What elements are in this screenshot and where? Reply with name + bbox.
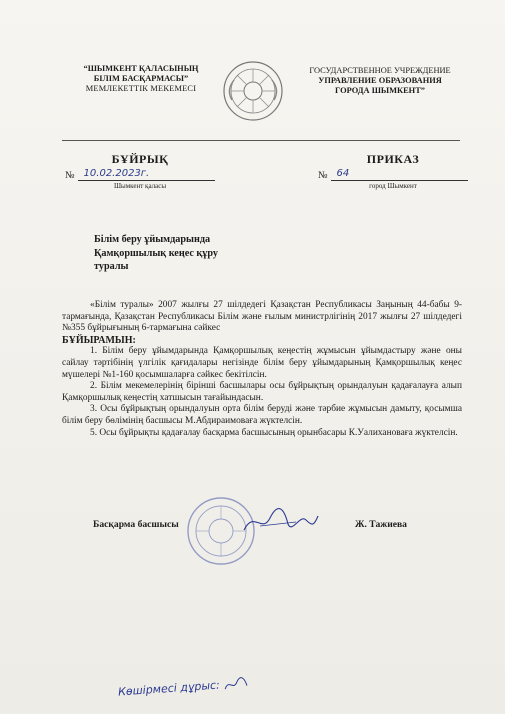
header-right-line3: ГОРОДА ШЫМКЕНТ”	[335, 86, 425, 95]
order-title-russian: ПРИКАЗ	[366, 152, 420, 166]
body-item-1: 1. Білім беру ұйымдарында Қамқоршылық кеңестің жұмысын ұйымдастыру және оны сайлау тәртібінің үлгілік қағидалары негізінде білім беру ұйымдарының Қамқоршылық кеңес мүшелері №1-160 қосымшаларға сәйкес бекітілсін.	[62, 346, 462, 380]
order-number-line-left	[65, 168, 215, 181]
order-body	[62, 300, 462, 439]
order-date-handwritten: 10.02.2023г.	[78, 168, 215, 181]
signatory-position: Басқарма басшысы	[93, 519, 179, 530]
handwritten-signature-icon	[240, 504, 320, 538]
header-right-line1: ГОСУДАРСТВЕННОЕ УЧРЕЖДЕНИЕ	[309, 66, 451, 75]
subject-line2: Қамқоршылық кеңес құру	[94, 247, 219, 259]
order-title-kazakh: БҰЙРЫҚ	[111, 152, 169, 166]
order-city-kazakh: Шымкент қаласы	[113, 182, 167, 190]
order-block-kazakh	[65, 152, 215, 190]
copy-note-text: Көшірмесі дұрыс:	[117, 678, 221, 699]
state-emblem-icon	[222, 60, 284, 122]
header-kazakh	[62, 64, 220, 94]
body-item-3: 3. Осы бұйрықтың орындалуын орта білім беруді және тәрбие жұмысын дамыту, қосымша білім беру бөлімінің басшысы М.Абдираимоваға жүктелсін.	[62, 404, 462, 426]
signatory-name: Ж. Тажиева	[355, 519, 407, 530]
order-number-label-right: №	[318, 170, 328, 181]
order-city-russian: город Шымкент	[369, 182, 417, 190]
body-intro: «Білім туралы» 2007 жылғы 27 шілдедегі Қазақстан Республикасы Заңының 44-бабы 9-тармағында, Қазақстан Республикасы Білім және ғылым министрлігінің 2017 жылғы 27 шілдедегі №355 бұйрығының 6-тармағына сәйкес	[62, 300, 462, 334]
header-divider	[62, 140, 460, 141]
subject-line3: туралы	[94, 261, 129, 272]
order-number-line-right	[318, 168, 468, 181]
order-number-handwritten: 64	[331, 168, 468, 181]
header-left-line3: МЕМЛЕКЕТТІК МЕКЕМЕСІ	[85, 84, 197, 93]
handwritten-copy-note	[118, 675, 250, 700]
subject-line1: Білім беру ұйымдарында	[94, 234, 211, 245]
order-number-label-left: №	[65, 170, 75, 181]
body-command: БҰЙЫРАМЫН:	[62, 334, 136, 346]
body-item-5: 5. Осы бұйрықты қадағалау басқарма басшысының орынбасары К.Уалихановаға жүктелсін.	[90, 427, 458, 438]
header-right-line2: УПРАВЛЕНИЕ ОБРАЗОВАНИЯ	[318, 76, 442, 85]
header-left-line1: “ШЫМКЕНТ ҚАЛАСЫНЫҢ	[83, 64, 199, 73]
header-left-line2: БІЛІМ БАСҚАРМАСЫ”	[93, 74, 189, 83]
copy-note-signature-icon	[223, 675, 250, 693]
order-block-russian	[318, 152, 468, 190]
order-subject	[94, 233, 264, 274]
body-item-2: 2. Білім мекемелерінің бірінші басшылары осы бұйрықтың орындалуын қадағалауға алып Қамқоршылық кеңестің хатшысын тағайындасын.	[62, 381, 462, 403]
header-russian	[296, 66, 464, 96]
